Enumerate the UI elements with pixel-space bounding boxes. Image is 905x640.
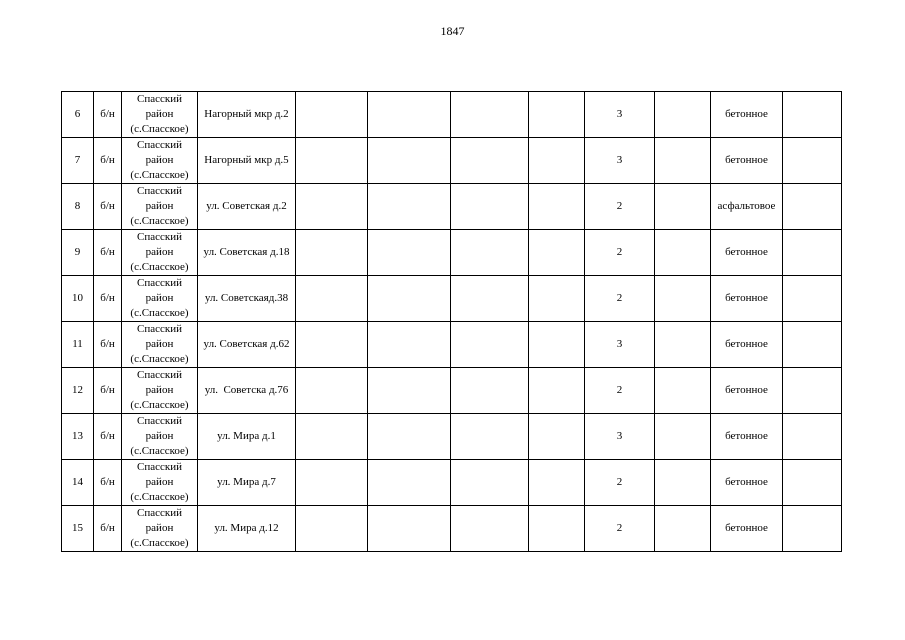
- cell-address: Нагорный мкр д.2: [198, 92, 296, 138]
- district-line: (с.Спасское): [130, 445, 189, 457]
- district-line: район: [145, 338, 174, 350]
- cell-empty: [451, 276, 529, 322]
- cell-code: б/н: [94, 460, 122, 506]
- cell-address: ул. Советская д.62: [198, 322, 296, 368]
- district-line: район: [145, 522, 174, 534]
- district-line: (с.Спасское): [130, 491, 189, 503]
- cell-empty: [655, 368, 711, 414]
- cell-number: 13: [62, 414, 94, 460]
- cell-empty: [451, 230, 529, 276]
- cell-district: [122, 460, 198, 506]
- cell-floors: 2: [585, 368, 655, 414]
- cell-empty: [296, 460, 368, 506]
- cell-coating: бетонное: [711, 276, 783, 322]
- cell-empty: [451, 506, 529, 552]
- cell-floors: 3: [585, 92, 655, 138]
- cell-floors: 2: [585, 184, 655, 230]
- cell-floors: 2: [585, 230, 655, 276]
- district-line: Спасский: [137, 231, 182, 243]
- cell-empty: [655, 138, 711, 184]
- district-line: район: [145, 200, 174, 212]
- cell-district: [122, 506, 198, 552]
- cell-empty: [529, 276, 585, 322]
- district-line: Спасский: [137, 277, 182, 289]
- cell-code: б/н: [94, 414, 122, 460]
- table-row: [62, 276, 842, 322]
- cell-empty: [451, 322, 529, 368]
- cell-empty: [368, 368, 451, 414]
- cell-empty: [655, 322, 711, 368]
- cell-coating: бетонное: [711, 230, 783, 276]
- district-line: (с.Спасское): [130, 537, 189, 549]
- cell-empty: [655, 414, 711, 460]
- district-line: Спасский: [137, 185, 182, 197]
- cell-district: [122, 414, 198, 460]
- cell-address: ул. Мира д.7: [198, 460, 296, 506]
- district-line: район: [145, 154, 174, 166]
- district-line: (с.Спасское): [130, 169, 189, 181]
- cell-floors: 3: [585, 138, 655, 184]
- cell-empty: [783, 368, 842, 414]
- cell-empty: [529, 92, 585, 138]
- cell-empty: [529, 414, 585, 460]
- cell-number: 11: [62, 322, 94, 368]
- cell-empty: [368, 138, 451, 184]
- table-row: [62, 138, 842, 184]
- table-row: [62, 322, 842, 368]
- district-line: (с.Спасское): [130, 261, 189, 273]
- registry-table: [61, 91, 842, 552]
- district-line: район: [145, 384, 174, 396]
- cell-address: ул. Советская д.2: [198, 184, 296, 230]
- cell-number: 8: [62, 184, 94, 230]
- cell-code: б/н: [94, 138, 122, 184]
- cell-empty: [783, 414, 842, 460]
- cell-empty: [529, 322, 585, 368]
- cell-empty: [783, 276, 842, 322]
- cell-empty: [296, 230, 368, 276]
- cell-district: [122, 368, 198, 414]
- cell-empty: [368, 276, 451, 322]
- cell-code: б/н: [94, 184, 122, 230]
- cell-address: ул. Советска д.76: [198, 368, 296, 414]
- cell-floors: 2: [585, 506, 655, 552]
- cell-district: [122, 92, 198, 138]
- cell-number: 14: [62, 460, 94, 506]
- cell-floors: 3: [585, 414, 655, 460]
- cell-address: ул. Мира д.12: [198, 506, 296, 552]
- cell-empty: [529, 368, 585, 414]
- cell-empty: [451, 414, 529, 460]
- district-line: Спасский: [137, 507, 182, 519]
- cell-empty: [451, 184, 529, 230]
- table-row: [62, 460, 842, 506]
- cell-number: 7: [62, 138, 94, 184]
- cell-code: б/н: [94, 92, 122, 138]
- district-line: Спасский: [137, 93, 182, 105]
- cell-empty: [296, 322, 368, 368]
- district-line: Спасский: [137, 415, 182, 427]
- cell-empty: [451, 138, 529, 184]
- cell-coating: бетонное: [711, 414, 783, 460]
- cell-empty: [655, 92, 711, 138]
- cell-empty: [529, 230, 585, 276]
- cell-district: [122, 276, 198, 322]
- cell-address: ул. Советская д.18: [198, 230, 296, 276]
- cell-district: [122, 184, 198, 230]
- district-line: Спасский: [137, 139, 182, 151]
- cell-empty: [529, 184, 585, 230]
- registry-table-body: [62, 92, 842, 552]
- district-line: (с.Спасское): [130, 307, 189, 319]
- cell-coating: бетонное: [711, 460, 783, 506]
- cell-empty: [296, 368, 368, 414]
- cell-empty: [783, 322, 842, 368]
- district-line: (с.Спасское): [130, 215, 189, 227]
- cell-empty: [529, 460, 585, 506]
- table-row: [62, 92, 842, 138]
- cell-empty: [368, 230, 451, 276]
- district-line: (с.Спасское): [130, 399, 189, 411]
- cell-address: Нагорный мкр д.5: [198, 138, 296, 184]
- district-line: район: [145, 292, 174, 304]
- district-line: район: [145, 246, 174, 258]
- cell-code: б/н: [94, 322, 122, 368]
- cell-empty: [296, 184, 368, 230]
- cell-coating: асфальтовое: [711, 184, 783, 230]
- cell-number: 12: [62, 368, 94, 414]
- cell-empty: [451, 368, 529, 414]
- cell-floors: 3: [585, 322, 655, 368]
- cell-coating: бетонное: [711, 138, 783, 184]
- district-line: Спасский: [137, 323, 182, 335]
- cell-empty: [655, 506, 711, 552]
- cell-empty: [296, 506, 368, 552]
- cell-number: 10: [62, 276, 94, 322]
- cell-empty: [783, 92, 842, 138]
- cell-empty: [368, 506, 451, 552]
- cell-empty: [296, 138, 368, 184]
- district-line: район: [145, 430, 174, 442]
- cell-number: 15: [62, 506, 94, 552]
- cell-empty: [368, 414, 451, 460]
- cell-coating: бетонное: [711, 368, 783, 414]
- cell-empty: [783, 230, 842, 276]
- cell-empty: [783, 506, 842, 552]
- cell-empty: [451, 460, 529, 506]
- cell-floors: 2: [585, 276, 655, 322]
- cell-empty: [368, 460, 451, 506]
- cell-empty: [529, 138, 585, 184]
- cell-address: ул. Мира д.1: [198, 414, 296, 460]
- cell-empty: [296, 92, 368, 138]
- cell-code: б/н: [94, 506, 122, 552]
- cell-empty: [368, 92, 451, 138]
- cell-empty: [655, 460, 711, 506]
- district-line: район: [145, 108, 174, 120]
- cell-empty: [296, 414, 368, 460]
- district-line: (с.Спасское): [130, 353, 189, 365]
- district-line: район: [145, 476, 174, 488]
- cell-coating: бетонное: [711, 506, 783, 552]
- cell-empty: [783, 184, 842, 230]
- cell-address: ул. Советскаяд.38: [198, 276, 296, 322]
- cell-floors: 2: [585, 460, 655, 506]
- cell-empty: [368, 184, 451, 230]
- cell-empty: [655, 184, 711, 230]
- cell-empty: [655, 276, 711, 322]
- cell-district: [122, 230, 198, 276]
- cell-empty: [783, 138, 842, 184]
- district-line: Спасский: [137, 461, 182, 473]
- district-line: (с.Спасское): [130, 123, 189, 135]
- table-row: [62, 414, 842, 460]
- cell-empty: [368, 322, 451, 368]
- cell-coating: бетонное: [711, 322, 783, 368]
- table-row: [62, 230, 842, 276]
- cell-empty: [655, 230, 711, 276]
- cell-number: 9: [62, 230, 94, 276]
- cell-code: б/н: [94, 276, 122, 322]
- cell-empty: [529, 506, 585, 552]
- cell-empty: [783, 460, 842, 506]
- page-number: 1847: [440, 24, 465, 38]
- cell-number: 6: [62, 92, 94, 138]
- cell-code: б/н: [94, 230, 122, 276]
- table-row: [62, 184, 842, 230]
- cell-coating: бетонное: [711, 92, 783, 138]
- table-row: [62, 506, 842, 552]
- cell-district: [122, 138, 198, 184]
- cell-district: [122, 322, 198, 368]
- cell-code: б/н: [94, 368, 122, 414]
- cell-empty: [296, 276, 368, 322]
- cell-empty: [451, 92, 529, 138]
- table-row: [62, 368, 842, 414]
- district-line: Спасский: [137, 369, 182, 381]
